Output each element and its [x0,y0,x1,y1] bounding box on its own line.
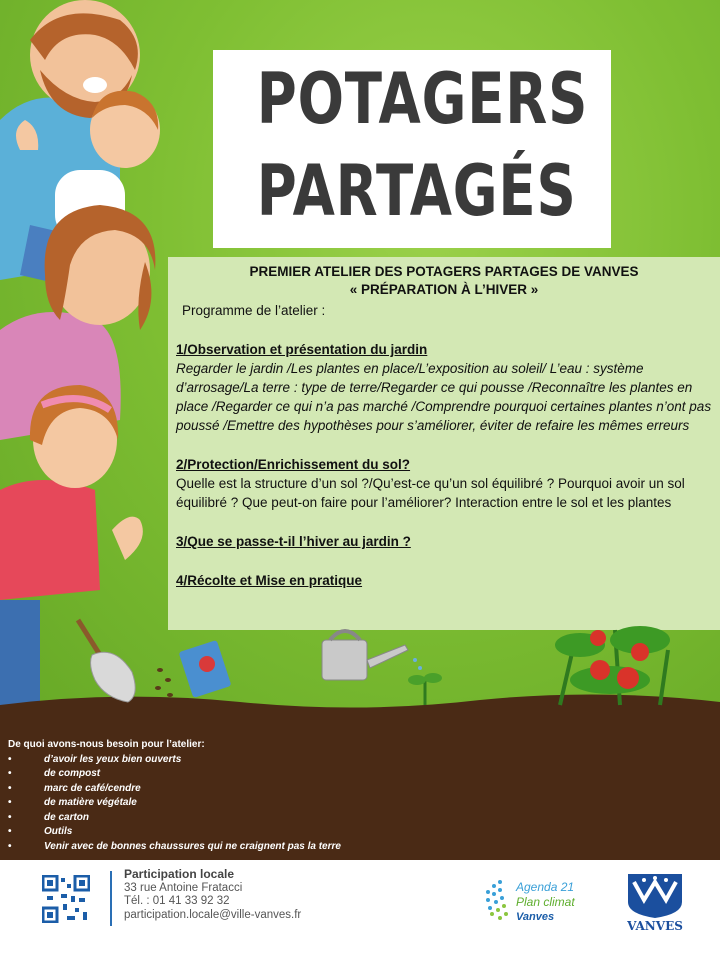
qr-code-icon[interactable] [42,875,90,923]
needs-item: • marc de café/cendre [8,782,141,794]
vanves-crest-logo [620,872,690,932]
title-box [213,50,611,248]
needs-item: • de carton [8,811,90,823]
agenda21-logo [480,874,602,926]
section-1-title: 1/Observation et présentation du jardin [176,342,428,357]
needs-item: • de matière végétale [8,797,137,808]
needs-item: • d’avoir les yeux bien ouverts [8,753,182,765]
needs-item: • Outils [8,826,73,837]
title-line-2: PARTAGÉS [256,150,577,232]
contact-address: 33 rue Antoine Fratacci [124,881,243,894]
needs-item: • de compost [8,768,101,779]
title-line-1: POTAGERS [256,58,589,140]
needs-title: De quoi avons-nous besoin pour l’atelier: [8,739,205,750]
workshop-subtitle: « PRÉPARATION À L’HIVER » [349,282,539,297]
seeds-icon [155,668,173,697]
sprout-icon [408,673,442,705]
footer-divider [110,871,112,926]
program-intro: Programme de l’atelier : [182,303,326,318]
seed-packet-icon [179,640,232,698]
contact-block [124,868,301,922]
svg-text:Vanves: Vanves [516,911,555,923]
trowel-icon [78,620,135,702]
workshop-heading: PREMIER ATELIER DES POTAGERS PARTAGES DE VANVES [249,264,639,279]
program-box [168,257,720,630]
needs-list [8,738,341,854]
section-2-body: Quelle est la structure d’un sol ?/Qu’est-ce qu’un sol équilibré ? Pourquoi avoir un sol équilibré ? Que peut-on faire pour l’améliorer? Interaction entre le sol et les plantes [176,476,685,510]
footer [0,860,720,960]
section-1-body: Regarder le jardin /Les plantes en place/L’exposition au soleil/ L’eau : système d’arrosage/La terre : type de terre/Regarder ce qui pousse /Reconnaître les plantes en place /Regarder ce qui n’a pas marché /Comprendre pourquoi certaines plantes n’ont pas poussé /Emettre des hypothèses pour s’améliorer, éviter de refaire les mêmes erreurs [176,361,712,433]
contact-org: Participation locale [124,867,235,881]
needs-item: • Venir avec de bonnes chaussures qui ne craignent pas la terre [8,840,341,852]
garden-illustration [0,610,720,725]
section-2-title: 2/Protection/Enrichissement du sol? [176,457,411,472]
contact-email[interactable]: participation.locale@ville-vanves.fr [124,908,302,921]
tomato-plant-icon [555,626,670,705]
svg-text:Plan climat: Plan climat [516,895,575,909]
contact-phone[interactable]: Tél. : 01 41 33 92 32 [124,895,230,907]
watering-can-icon [322,631,422,680]
section-3-title: 3/Que se passe-t-il l’hiver au jardin ? [176,534,411,549]
section-4-title: 4/Récolte et Mise en pratique [176,573,363,588]
svg-text:VANVES: VANVES [627,919,683,932]
svg-text:Agenda 21: Agenda 21 [516,880,575,894]
